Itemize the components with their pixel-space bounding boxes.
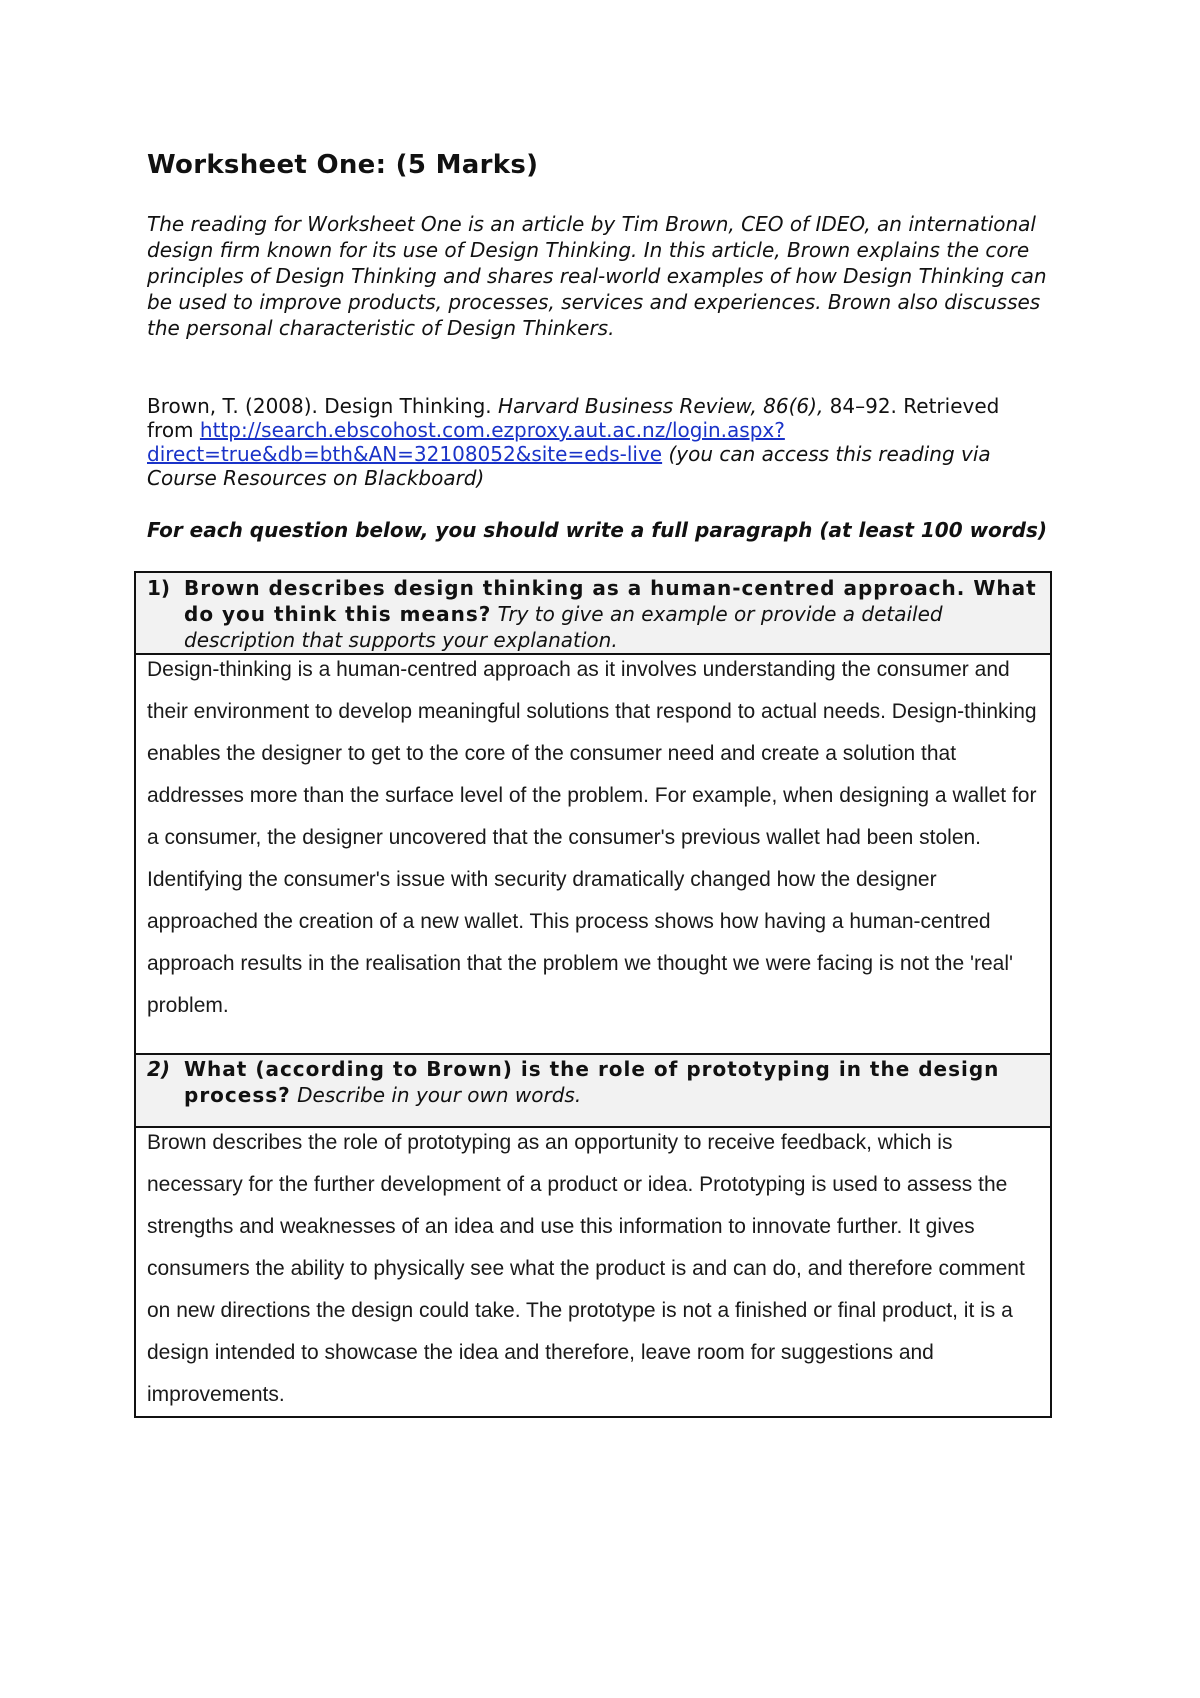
instruction-text: For each question below, you should write a full paragraph (at least 100 words) [147,518,1048,542]
question-bold-text: What (according to Brown) is the role of prototyping in the design process? [184,1057,1000,1107]
citation-pages: 84–92. Retrieved from [147,394,1000,442]
question-cell-1 [135,572,1051,654]
answer-text: Brown describes the role of prototyping as an opportunity to receive feedback, which is necessary for the further development of a product or idea. Prototyping is used to assess the strengths and weaknesses of an idea and use this information to innovate further. It gives consumers the ability to physically see what the product is and can do, and therefore comment on new directions the design could take. The prototype is not a finished or final product, it is a design intended to showcase the idea and therefore, leave room for suggestions and improvements. [147,1131,1025,1406]
reference-citation [147,394,1047,490]
question-cell-2 [135,1054,1051,1127]
question-row [135,572,1051,654]
question-row [135,1054,1051,1127]
answer-text: Design-thinking is a human-centred approach as it involves understanding the consumer and their environment to develop meaningful solutions that respond to actual needs. Design-thinking enables the designer to get to the core of the consumer need and create a solution that addresses more than the surface level of the problem. For example, when designing a wallet for a consumer, the designer uncovered that the consumer's previous wallet had been stolen. Identifying the consumer's issue with security dramatically changed how the designer approached the creation of a new wallet. This process shows how having a human-centred approach results in the realisation that the problem we thought we were facing is not the 'real' problem. [147,658,1037,1017]
question-text [184,575,1040,653]
answer-cell-1 [135,654,1051,1054]
article-link-line1[interactable]: http://search.ebscohost.com.ezproxy.aut.ac.nz/login.aspx? [199,418,785,442]
worksheet-title: Worksheet One: (5 Marks) [147,150,539,180]
citation-access-note: (you can access this reading via Course Resources on Blackboard) [147,442,991,490]
question-number: 2) [147,1057,171,1081]
intro-paragraph: The reading for Worksheet One is an article by Tim Brown, CEO of IDEO, an international design firm known for its use of Design Thinking. In this article, Brown explains the core principles of Design Thinking and shares real-world examples of how Design Thinking can be used to improve products, processes, services and experiences. Brown also discusses the personal characteristic of Design Thinkers. [147,212,1047,340]
question-bold-text: Brown describes design thinking as a human-centred approach. What do you think this means? [184,576,1037,626]
article-link-line2[interactable]: direct=true&db=bth&AN=32108052&site=eds-live [147,442,663,466]
citation-journal: Harvard Business Review, 86(6), [498,394,824,418]
citation-prefix: Brown, T. (2008). Design Thinking. [147,394,499,418]
answer-row [135,654,1051,1054]
question-italic-text: Try to give an example or provide a detailed description that supports your explanation. [184,602,943,652]
answer-cell-2 [135,1127,1051,1417]
question-italic-text: Describe in your own words. [290,1083,582,1107]
question-answer-table [134,571,1052,1418]
question-number: 1) [147,576,171,600]
answer-row [135,1127,1051,1417]
question-text [184,1056,1040,1108]
